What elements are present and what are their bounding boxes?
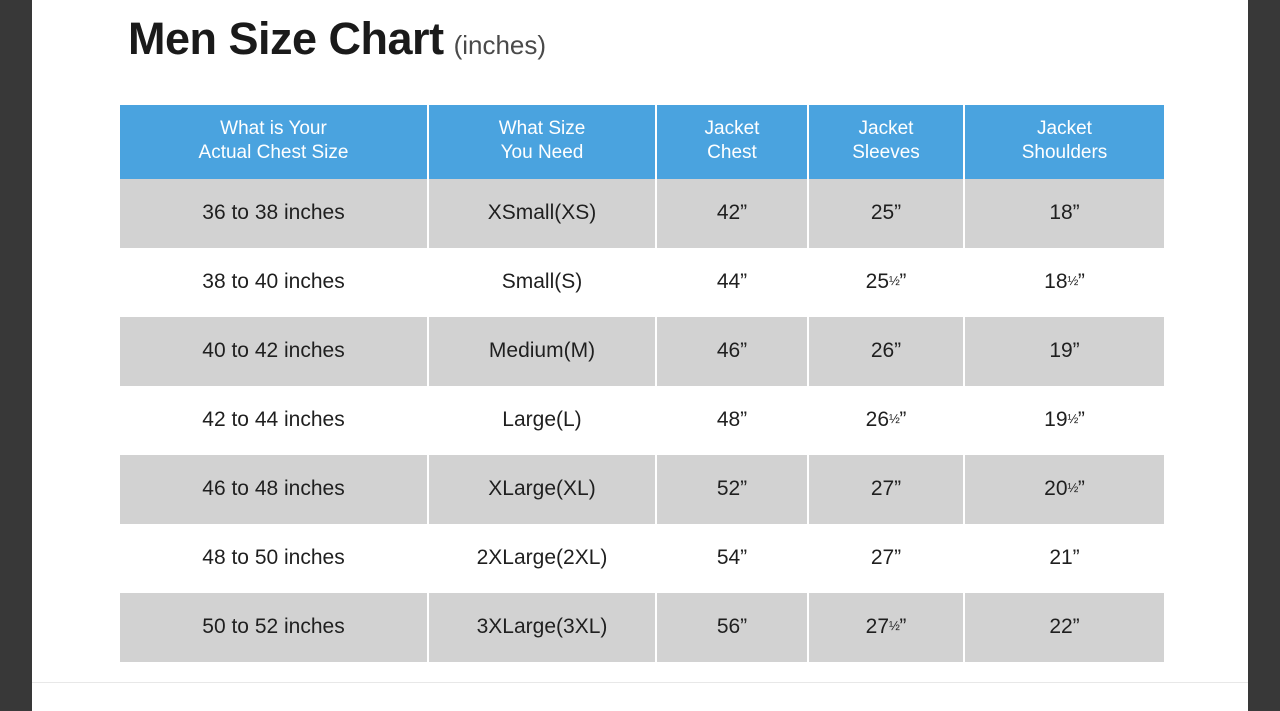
table-row bbox=[120, 593, 1164, 662]
column-header-line-2: You Need bbox=[500, 141, 584, 163]
column-header-jacket-sleeves bbox=[808, 105, 964, 179]
table-row bbox=[120, 455, 1164, 524]
cell-jacket-chest: 54” bbox=[656, 524, 808, 593]
page-title bbox=[128, 13, 547, 64]
cell-actual-chest-size: 38 to 40 inches bbox=[120, 248, 428, 317]
cell-jacket-shoulders: 21” bbox=[964, 524, 1164, 593]
cell-size-you-need: 2XLarge(2XL) bbox=[428, 524, 656, 593]
cell-jacket-sleeves: 25” bbox=[808, 179, 964, 248]
cell-size-you-need: Medium(M) bbox=[428, 317, 656, 386]
cell-actual-chest-size: 40 to 42 inches bbox=[120, 317, 428, 386]
table-row bbox=[120, 179, 1164, 248]
column-header-jacket-chest bbox=[656, 105, 808, 179]
cell-jacket-shoulders: 22” bbox=[964, 593, 1164, 662]
cell-actual-chest-size: 48 to 50 inches bbox=[120, 524, 428, 593]
cell-actual-chest-size: 42 to 44 inches bbox=[120, 386, 428, 455]
column-header-line-2: Chest bbox=[707, 141, 757, 163]
cell-jacket-chest: 46” bbox=[656, 317, 808, 386]
cell-jacket-chest: 44” bbox=[656, 248, 808, 317]
cell-jacket-sleeves: 27” bbox=[808, 455, 964, 524]
cell-actual-chest-size: 50 to 52 inches bbox=[120, 593, 428, 662]
column-header-jacket-shoulders bbox=[964, 105, 1164, 179]
cell-jacket-chest: 56” bbox=[656, 593, 808, 662]
column-header-line-2: Sleeves bbox=[852, 141, 920, 163]
cell-size-you-need: XSmall(XS) bbox=[428, 179, 656, 248]
cell-jacket-shoulders: 18½” bbox=[964, 248, 1164, 317]
left-background-band bbox=[0, 0, 32, 710]
column-header-actual-chest-size bbox=[120, 105, 428, 179]
cell-jacket-shoulders: 19” bbox=[964, 317, 1164, 386]
page-title-main: Men Size Chart bbox=[128, 13, 444, 64]
cell-jacket-chest: 42” bbox=[656, 179, 808, 248]
cell-jacket-sleeves: 26½” bbox=[808, 386, 964, 455]
page-title-units: (inches) bbox=[453, 30, 547, 60]
cell-actual-chest-size: 46 to 48 inches bbox=[120, 455, 428, 524]
cell-jacket-shoulders: 19½” bbox=[964, 386, 1164, 455]
cell-jacket-shoulders: 20½” bbox=[964, 455, 1164, 524]
cell-jacket-sleeves: 27” bbox=[808, 524, 964, 593]
cell-size-you-need: XLarge(XL) bbox=[428, 455, 656, 524]
column-header-line-1: Jacket bbox=[704, 118, 760, 139]
table-row bbox=[120, 524, 1164, 593]
column-header-line-1: What Size bbox=[498, 118, 586, 139]
cell-actual-chest-size: 36 to 38 inches bbox=[120, 179, 428, 248]
cell-size-you-need: Large(L) bbox=[428, 386, 656, 455]
cell-jacket-shoulders: 18” bbox=[964, 179, 1164, 248]
size-chart-table bbox=[120, 105, 1164, 662]
size-chart-document bbox=[32, 0, 1248, 682]
table-header bbox=[120, 105, 1164, 179]
column-header-line-1: Jacket bbox=[1037, 118, 1092, 139]
cell-size-you-need: Small(S) bbox=[428, 248, 656, 317]
table-row bbox=[120, 386, 1164, 455]
document-sheet bbox=[32, 0, 1248, 710]
page-footer-strip bbox=[32, 682, 1248, 711]
cell-jacket-sleeves: 25½” bbox=[808, 248, 964, 317]
column-header-line-2: Shoulders bbox=[1021, 141, 1108, 163]
table-header-row bbox=[120, 105, 1164, 179]
cell-size-you-need: 3XLarge(3XL) bbox=[428, 593, 656, 662]
column-header-line-2: Actual Chest Size bbox=[198, 141, 349, 163]
cell-jacket-sleeves: 27½” bbox=[808, 593, 964, 662]
cell-jacket-sleeves: 26” bbox=[808, 317, 964, 386]
table-row bbox=[120, 317, 1164, 386]
cell-jacket-chest: 48” bbox=[656, 386, 808, 455]
column-header-line-1: Jacket bbox=[858, 118, 914, 139]
table-body bbox=[120, 179, 1164, 662]
cell-jacket-chest: 52” bbox=[656, 455, 808, 524]
column-header-line-1: What is Your bbox=[220, 118, 327, 139]
right-background-band bbox=[1248, 0, 1280, 710]
table-row bbox=[120, 248, 1164, 317]
column-header-size-you-need bbox=[428, 105, 656, 179]
